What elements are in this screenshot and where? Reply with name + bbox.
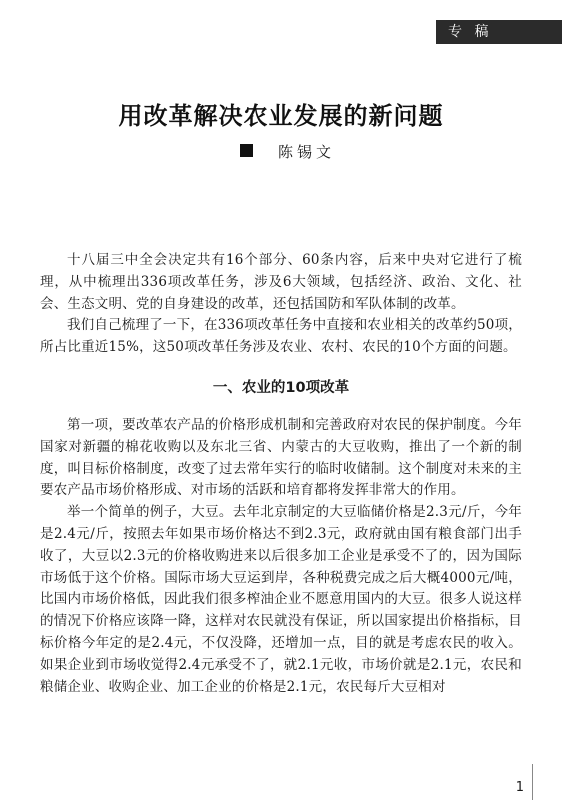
section-tag: 专 稿 <box>436 20 562 44</box>
square-bullet-icon <box>240 144 253 157</box>
article-body <box>40 250 522 698</box>
paragraph-section-1: 第一项，要改革农产品的价格形成机制和完善政府对农民的保护制度。今年国家对新疆的棉花收购以及东北三省、内蒙古的大豆收购，推出了一个新的制度，叫目标价格制度，改变了过去常年实行的临时收储制。这个制度对未来的主要农产品市场价格形成、对市场的活跃和培育都将发挥非常大的作用。 <box>40 416 522 499</box>
article-title: 用改革解决农业发展的新问题 <box>118 101 444 131</box>
footer-rule <box>532 764 533 800</box>
section-heading: 一、农业的10项改革 <box>212 379 350 396</box>
author-name: 陈锡文 <box>278 143 336 161</box>
paragraph-section-2: 举一个简单的例子，大豆。去年北京制定的大豆临储价格是2.3元/斤，今年是2.4元/斤，按照去年如果市场价格达不到2.3元，政府就由国有粮食部门出手收了，大豆以2.3元的价格收购进来以后很多加工企业是承受不了的，因为国际市场低于这个价格。国际市场大豆运到岸，各种税费完成之后大概4000元/吨，比国内市场价格低，因此我们很多榨油企业不愿意用国内的大豆。很多人说这样的情况下价格应该降一降，这样对农民就没有保证，所以国家提出价格指标，目标价格今年定的是2.4元，不仅没降，还增加一点，目的就是考虑农民的收入。如果企业到市场收觉得2.4元承受不了，就2.1元收，市场价就是2.1元，农民和粮储企业、收购企业、加工企业的价格是2.1元，农民每斤大豆相对 <box>40 504 522 695</box>
paragraph-intro-2: 我们自己梳理了一下，在336项改革任务中直接和农业相关的改革约50项，所占比重近15%，这50项改革任务涉及农业、农村、农民的10个方面的问题。 <box>40 317 522 356</box>
paragraph-intro-1: 十八届三中全会决定共有16个部分、60条内容，后来中央对它进行了梳理，从中梳理出336项改革任务，涉及6大领域，包括经济、政治、文化、社会、生态文明、党的自身建设的改革，还包括国防和军队体制的改革。 <box>40 252 522 312</box>
page-number: 1 <box>515 780 524 795</box>
